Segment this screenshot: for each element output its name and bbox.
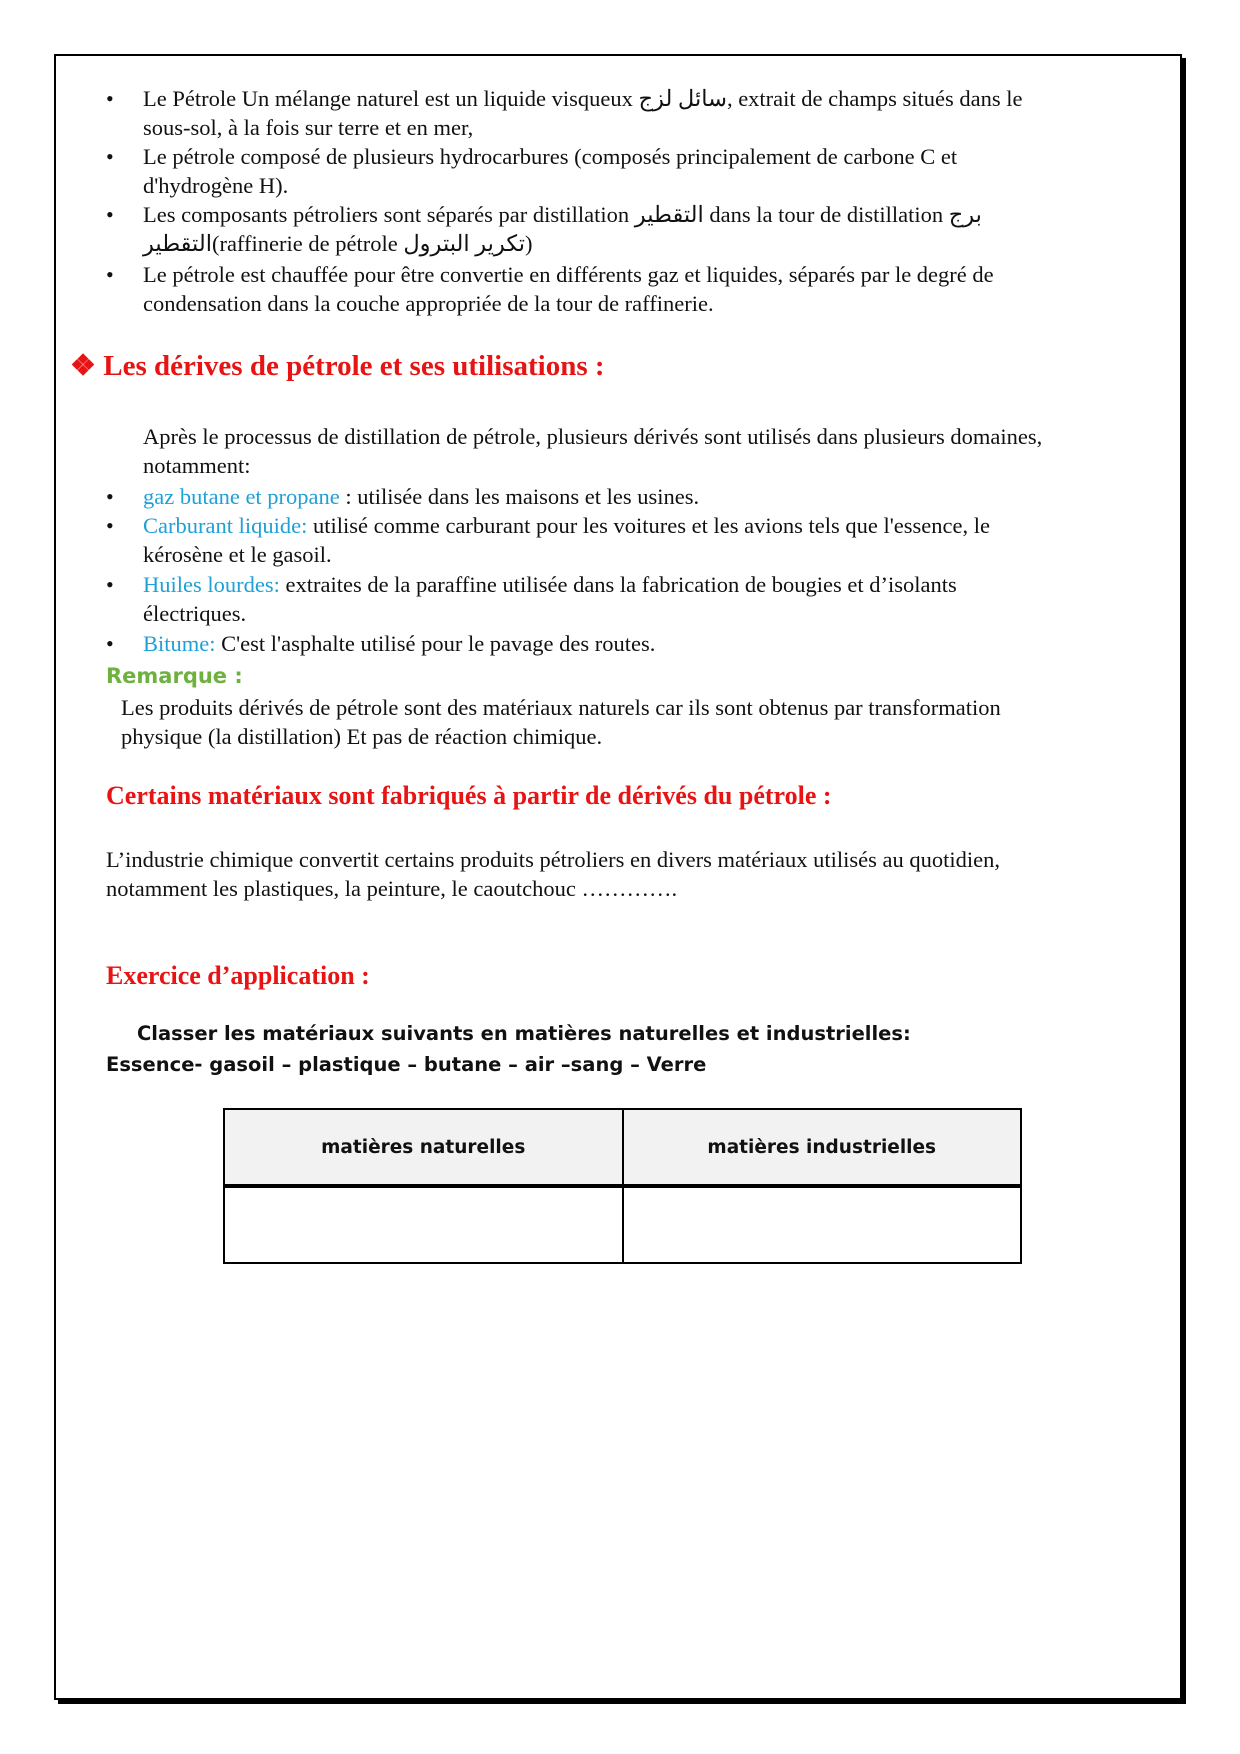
derivative-desc: utilisé comme carburant pour les voitures et les avions tels que l'essence, le <box>307 513 990 538</box>
derivative-item-1 <box>143 482 699 511</box>
intro-item-4-line1: Le pétrole est chauffée pour être convertie en différents gaz et liquides, séparés par le degré de <box>143 262 994 287</box>
classification-table <box>223 1108 1022 1264</box>
header-natural-materials: matières naturelles <box>224 1109 623 1186</box>
intro-item-2-line1: Le pétrole composé de plusieurs hydrocarbures (composés principalement de carbone C et <box>143 144 958 169</box>
derivative-item-2-line2: kérosène et le gasoil. <box>143 542 332 567</box>
derivative-item-3-line2: électriques. <box>143 601 247 626</box>
exercise-title: Exercice d’application : <box>106 961 370 990</box>
remark-line1: Les produits dérivés de pétrole sont des matériaux naturels car ils sont obtenus par transformation <box>121 695 1001 720</box>
section2-title: Certains matériaux sont fabriqués à partir de dérivés du pétrole : <box>106 781 832 810</box>
intro-item-2-line2: d'hydrogène H). <box>143 173 289 198</box>
table-row <box>224 1186 1021 1263</box>
derivative-term: Huiles lourdes: <box>143 572 280 597</box>
bullet-dot: • <box>106 86 114 111</box>
natural-materials-cell[interactable] <box>224 1186 623 1263</box>
derivative-item-2 <box>143 511 990 540</box>
exercise-materials: Essence- gasoil – plastique – butane – air –sang – Verre <box>106 1053 707 1076</box>
derivative-item-4 <box>143 629 655 658</box>
bullet-dot: • <box>106 262 114 287</box>
table-header-row <box>224 1109 1021 1186</box>
bullet-dot: • <box>106 513 114 538</box>
remark-line2: physique (la distillation) Et pas de réaction chimique. <box>121 724 603 749</box>
section1-title: Les dérives de pétrole et ses utilisations : <box>103 350 605 382</box>
bullet-dot: • <box>106 202 114 227</box>
diamond-bullet-icon: ❖ <box>70 350 96 382</box>
intro-item-3-line2: التقطير(raffinerie de pétrole تكرير البترول) <box>143 231 533 256</box>
section1-intro-line1: Après le processus de distillation de pétrole, plusieurs dérivés sont utilisés dans plusieurs domaines, <box>143 424 1043 449</box>
intro-item-3-line1: Les composants pétroliers sont séparés par distillation التقطير dans la tour de distillation برج <box>143 202 982 227</box>
industrial-materials-cell[interactable] <box>623 1186 1022 1263</box>
bullet-dot: • <box>106 144 114 169</box>
exercise-instruction: Classer les matériaux suivants en matières naturelles et industrielles: <box>137 1022 911 1045</box>
derivative-term: Bitume: <box>143 631 216 656</box>
remark-title: Remarque : <box>106 664 243 688</box>
intro-item-1-line2: sous-sol, à la fois sur terre et en mer, <box>143 115 474 140</box>
bullet-dot: • <box>106 631 114 656</box>
section1-intro-line2: notamment: <box>143 453 251 478</box>
intro-item-4-line2: condensation dans la couche appropriée de la tour de raffinerie. <box>143 291 714 316</box>
derivative-desc: : utilisée dans les maisons et les usines. <box>339 484 700 509</box>
derivative-desc: extraites de la paraffine utilisée dans la fabrication de bougies et d’isolants <box>279 572 957 597</box>
section2-line1: L’industrie chimique convertit certains produits pétroliers en divers matériaux utilisés au quotidien, <box>106 847 1000 872</box>
section1-heading <box>70 348 605 383</box>
derivative-item-3 <box>143 570 957 599</box>
derivative-term: gaz butane et propane <box>143 484 340 509</box>
derivative-desc: C'est l'asphalte utilisé pour le pavage des routes. <box>215 631 656 656</box>
section2-line2: notamment les plastiques, la peinture, le caoutchouc …………. <box>106 876 678 901</box>
intro-item-1-line1: Le Pétrole Un mélange naturel est un liquide visqueux سائل لزج, extrait de champs situés dans le <box>143 86 1023 111</box>
bullet-dot: • <box>106 484 114 509</box>
header-industrial-materials: matières industrielles <box>623 1109 1022 1186</box>
derivative-term: Carburant liquide: <box>143 513 308 538</box>
bullet-dot: • <box>106 572 114 597</box>
